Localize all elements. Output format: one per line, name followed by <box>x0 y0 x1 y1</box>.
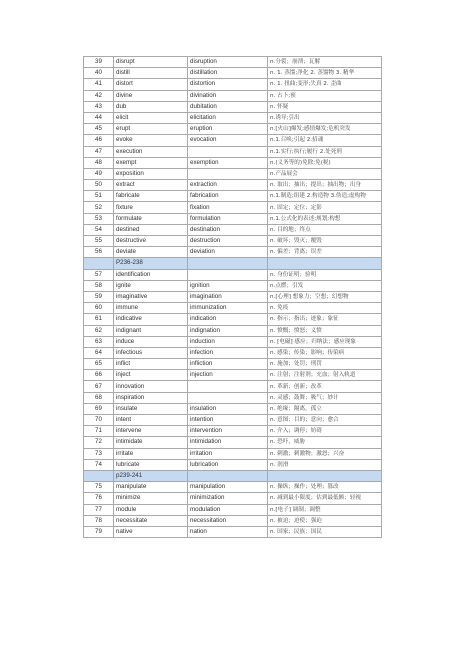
meaning-cell: n. 介入；调停；妨碍 <box>268 426 382 437</box>
meaning-cell: n. 1. 扭曲;变形;失真 2. 歪曲 <box>268 79 382 90</box>
table-row <box>84 213 382 224</box>
meaning-cell: n. 润滑 <box>268 459 382 470</box>
table-row <box>84 57 382 68</box>
table-row <box>84 269 382 280</box>
table-row <box>84 403 382 414</box>
meaning-cell: n. 免疫 <box>268 303 382 314</box>
word-cell: module <box>114 504 188 515</box>
vocabulary-table-body <box>84 57 382 538</box>
word-cell: destructive <box>114 236 188 247</box>
word-cell: inflict <box>114 359 188 370</box>
row-number: 54 <box>84 224 114 235</box>
row-number: 56 <box>84 247 114 258</box>
row-number: 43 <box>84 101 114 112</box>
row-number: 44 <box>84 112 114 123</box>
noun-form-cell: injection <box>188 370 268 381</box>
row-number: 75 <box>84 482 114 493</box>
noun-form-cell: elicitation <box>188 112 268 123</box>
word-cell: induce <box>114 336 188 347</box>
noun-form-cell: fixation <box>188 202 268 213</box>
noun-form-cell: eruption <box>188 124 268 135</box>
row-number: 70 <box>84 415 114 426</box>
noun-form-cell: manipulation <box>188 482 268 493</box>
noun-form-cell: distortion <box>188 79 268 90</box>
meaning-cell: n.产品展会 <box>268 168 382 179</box>
row-number: 76 <box>84 493 114 504</box>
row-number: 63 <box>84 336 114 347</box>
meaning-cell: n. 1. 蒸馏;净化 2. 蒸馏物 3. 精华 <box>268 68 382 79</box>
meaning-cell: n. 意图；目的；意向；愈合 <box>268 415 382 426</box>
table-row <box>84 515 382 526</box>
row-number: 40 <box>84 68 114 79</box>
row-number: 55 <box>84 236 114 247</box>
table-row <box>84 347 382 358</box>
row-number: 77 <box>84 504 114 515</box>
row-number: 60 <box>84 303 114 314</box>
word-cell: erupt <box>114 124 188 135</box>
row-number: 65 <box>84 359 114 370</box>
table-row <box>84 504 382 515</box>
meaning-cell: n. 目的地；终点 <box>268 224 382 235</box>
table-row <box>84 314 382 325</box>
noun-form-cell: extraction <box>188 180 268 191</box>
word-cell: insulate <box>114 403 188 414</box>
noun-form-cell: destination <box>188 224 268 235</box>
table-row <box>84 336 382 347</box>
word-cell: imaginative <box>114 291 188 302</box>
word-cell: intervene <box>114 426 188 437</box>
section-label: p239-241 <box>114 470 188 481</box>
word-cell: intent <box>114 415 188 426</box>
row-number: 57 <box>84 269 114 280</box>
section-header-row <box>84 258 382 269</box>
word-cell: fabricate <box>114 191 188 202</box>
row-number: 49 <box>84 168 114 179</box>
word-cell: necessitate <box>114 515 188 526</box>
meaning-cell: n. 身份证明；验明 <box>268 269 382 280</box>
word-cell: execution <box>114 146 188 157</box>
noun-form-cell: minimization <box>188 493 268 504</box>
noun-form-cell <box>188 269 268 280</box>
noun-form-cell: exemption <box>188 157 268 168</box>
row-number: 66 <box>84 370 114 381</box>
row-number: 42 <box>84 90 114 101</box>
noun-form-cell: disruption <box>188 57 268 68</box>
noun-form-cell <box>188 392 268 403</box>
meaning-cell: n. 取出；抽出；提出；抽出物；出身 <box>268 180 382 191</box>
noun-form-cell: intention <box>188 415 268 426</box>
noun-form-cell <box>188 381 268 392</box>
noun-form-cell: indication <box>188 314 268 325</box>
section-spacer-cell <box>84 470 114 481</box>
row-number: 64 <box>84 347 114 358</box>
noun-form-cell: nation <box>188 526 268 537</box>
row-number: 71 <box>84 426 114 437</box>
table-row <box>84 68 382 79</box>
meaning-cell: n. 国家；民族；国民 <box>268 526 382 537</box>
table-row <box>84 482 382 493</box>
row-number: 41 <box>84 79 114 90</box>
table-row <box>84 392 382 403</box>
noun-form-cell: imagination <box>188 291 268 302</box>
row-number: 62 <box>84 325 114 336</box>
row-number: 74 <box>84 459 114 470</box>
meaning-cell: n. 注射；注射剂；充血；射入轨道 <box>268 370 382 381</box>
table-row <box>84 112 382 123</box>
section-spacer-cell <box>188 470 268 481</box>
word-cell: extract <box>114 180 188 191</box>
table-row <box>84 146 382 157</box>
meaning-cell: n.分裂；崩溃；瓦解 <box>268 57 382 68</box>
meaning-cell: n. 恐吓，威胁 <box>268 437 382 448</box>
table-row <box>84 325 382 336</box>
meaning-cell: n. 愤慨；愤怒；义愤 <box>268 325 382 336</box>
word-cell: lubricate <box>114 459 188 470</box>
noun-form-cell <box>188 146 268 157</box>
noun-form-cell: dubitation <box>188 101 268 112</box>
table-row <box>84 426 382 437</box>
word-cell: ignite <box>114 280 188 291</box>
table-row <box>84 236 382 247</box>
noun-form-cell: lubrication <box>188 459 268 470</box>
meaning-cell: n.[火山]爆发;感情爆发;危机突发 <box>268 124 382 135</box>
meaning-cell: n.(义务等的)免除;免(税) <box>268 157 382 168</box>
table-row <box>84 381 382 392</box>
meaning-cell: n. 感染；传染；影响；传染病 <box>268 347 382 358</box>
meaning-cell: n. 操纵；操作；处理；篡改 <box>268 482 382 493</box>
word-cell: indicative <box>114 314 188 325</box>
table-row <box>84 90 382 101</box>
table-row <box>84 280 382 291</box>
table-row <box>84 135 382 146</box>
row-number: 61 <box>84 314 114 325</box>
noun-form-cell: ignition <box>188 280 268 291</box>
section-spacer-cell <box>268 258 382 269</box>
noun-form-cell: intimidation <box>188 437 268 448</box>
word-cell: destined <box>114 224 188 235</box>
word-cell: inject <box>114 370 188 381</box>
noun-form-cell: evocation <box>188 135 268 146</box>
row-number: 51 <box>84 191 114 202</box>
table-row <box>84 224 382 235</box>
meaning-cell: n. 占卜;预 <box>268 90 382 101</box>
table-row <box>84 157 382 168</box>
word-cell: intimidate <box>114 437 188 448</box>
table-row <box>84 247 382 258</box>
row-number: 58 <box>84 280 114 291</box>
word-cell: dub <box>114 101 188 112</box>
table-row <box>84 437 382 448</box>
section-spacer-cell <box>268 470 382 481</box>
word-cell: deviate <box>114 247 188 258</box>
meaning-cell: n.[心理] 想象力；空想；幻想物 <box>268 291 382 302</box>
word-cell: exempt <box>114 157 188 168</box>
table-row <box>84 191 382 202</box>
meaning-cell: n. 绝缘；隔离，孤立 <box>268 403 382 414</box>
noun-form-cell: infliction <box>188 359 268 370</box>
word-cell: disrupt <box>114 57 188 68</box>
row-number: 79 <box>84 526 114 537</box>
section-label: P236-238 <box>114 258 188 269</box>
meaning-cell: n.1.实行;执行;履行 2.处死刑 <box>268 146 382 157</box>
meaning-cell: n. 固定；定位；定影 <box>268 202 382 213</box>
row-number: 59 <box>84 291 114 302</box>
row-number: 73 <box>84 448 114 459</box>
meaning-cell: n. 施加；处罚；刑罚 <box>268 359 382 370</box>
table-row <box>84 448 382 459</box>
row-number: 39 <box>84 57 114 68</box>
noun-form-cell: infection <box>188 347 268 358</box>
word-cell: elicit <box>114 112 188 123</box>
row-number: 45 <box>84 124 114 135</box>
word-cell: minimize <box>114 493 188 504</box>
row-number: 50 <box>84 180 114 191</box>
row-number: 67 <box>84 381 114 392</box>
row-number: 48 <box>84 157 114 168</box>
meaning-cell: n. 被迫；迫使；强迫 <box>268 515 382 526</box>
noun-form-cell: destruction <box>188 236 268 247</box>
noun-form-cell: insulation <box>188 403 268 414</box>
word-cell: exposition <box>114 168 188 179</box>
meaning-cell: n.1.制造;组建 2.构造物 3.伪造;虚构物 <box>268 191 382 202</box>
table-row <box>84 79 382 90</box>
meaning-cell: n.诱导;引出 <box>268 112 382 123</box>
word-cell: divine <box>114 90 188 101</box>
section-header-row <box>84 470 382 481</box>
table-row <box>84 459 382 470</box>
meaning-cell: n. 刺激；刺激物；激怒；兴奋 <box>268 448 382 459</box>
table-row <box>84 526 382 537</box>
table-row <box>84 180 382 191</box>
noun-form-cell: indignation <box>188 325 268 336</box>
row-number: 72 <box>84 437 114 448</box>
table-row <box>84 101 382 112</box>
noun-form-cell: induction <box>188 336 268 347</box>
row-number: 53 <box>84 213 114 224</box>
row-number: 46 <box>84 135 114 146</box>
noun-form-cell: immunization <box>188 303 268 314</box>
noun-form-cell <box>188 168 268 179</box>
row-number: 69 <box>84 403 114 414</box>
table-row <box>84 168 382 179</box>
meaning-cell: n. [电磁] 感应；归纳法；感应现象 <box>268 336 382 347</box>
word-cell: distort <box>114 79 188 90</box>
table-row <box>84 493 382 504</box>
table-row <box>84 124 382 135</box>
word-cell: formulate <box>114 213 188 224</box>
row-number: 68 <box>84 392 114 403</box>
noun-form-cell: formulation <box>188 213 268 224</box>
noun-form-cell: distillation <box>188 68 268 79</box>
word-cell: irritate <box>114 448 188 459</box>
word-cell: identification <box>114 269 188 280</box>
word-cell: evoke <box>114 135 188 146</box>
noun-form-cell: necessitation <box>188 515 268 526</box>
table-row <box>84 415 382 426</box>
noun-form-cell: deviation <box>188 247 268 258</box>
table-row <box>84 370 382 381</box>
word-cell: innovation <box>114 381 188 392</box>
meaning-cell: n.1.召唤;引起 2.招魂 <box>268 135 382 146</box>
meaning-cell: n. 怀疑 <box>268 101 382 112</box>
meaning-cell: n. 破坏；毁灭；覆毁 <box>268 236 382 247</box>
meaning-cell: n.[电子] 调制；调整 <box>268 504 382 515</box>
meaning-cell: n.1.公式化的表述;规划;构想 <box>268 213 382 224</box>
meaning-cell: n. 偏差；背离；误差 <box>268 247 382 258</box>
word-cell: distill <box>114 68 188 79</box>
word-cell: fixture <box>114 202 188 213</box>
word-cell: manipulate <box>114 482 188 493</box>
document-page <box>83 56 381 538</box>
word-cell: indignant <box>114 325 188 336</box>
row-number: 78 <box>84 515 114 526</box>
meaning-cell: n. 指示；指出；迹象；象征 <box>268 314 382 325</box>
section-spacer-cell <box>84 258 114 269</box>
word-cell: infectious <box>114 347 188 358</box>
section-spacer-cell <box>188 258 268 269</box>
meaning-cell: n.点燃；引发 <box>268 280 382 291</box>
meaning-cell: n. 灵感；鼓舞；吸气；妙计 <box>268 392 382 403</box>
row-number: 47 <box>84 146 114 157</box>
vocabulary-table <box>83 56 382 538</box>
noun-form-cell: intervention <box>188 426 268 437</box>
noun-form-cell: divination <box>188 90 268 101</box>
noun-form-cell: modulation <box>188 504 268 515</box>
word-cell: native <box>114 526 188 537</box>
noun-form-cell: fabrication <box>188 191 268 202</box>
word-cell: inspiration <box>114 392 188 403</box>
table-row <box>84 359 382 370</box>
meaning-cell: n. 减到最小限度；估到最低额；轻视 <box>268 493 382 504</box>
row-number: 52 <box>84 202 114 213</box>
table-row <box>84 202 382 213</box>
table-row <box>84 303 382 314</box>
noun-form-cell: irritation <box>188 448 268 459</box>
table-row <box>84 291 382 302</box>
word-cell: immune <box>114 303 188 314</box>
meaning-cell: n. 革新；创新；改革 <box>268 381 382 392</box>
